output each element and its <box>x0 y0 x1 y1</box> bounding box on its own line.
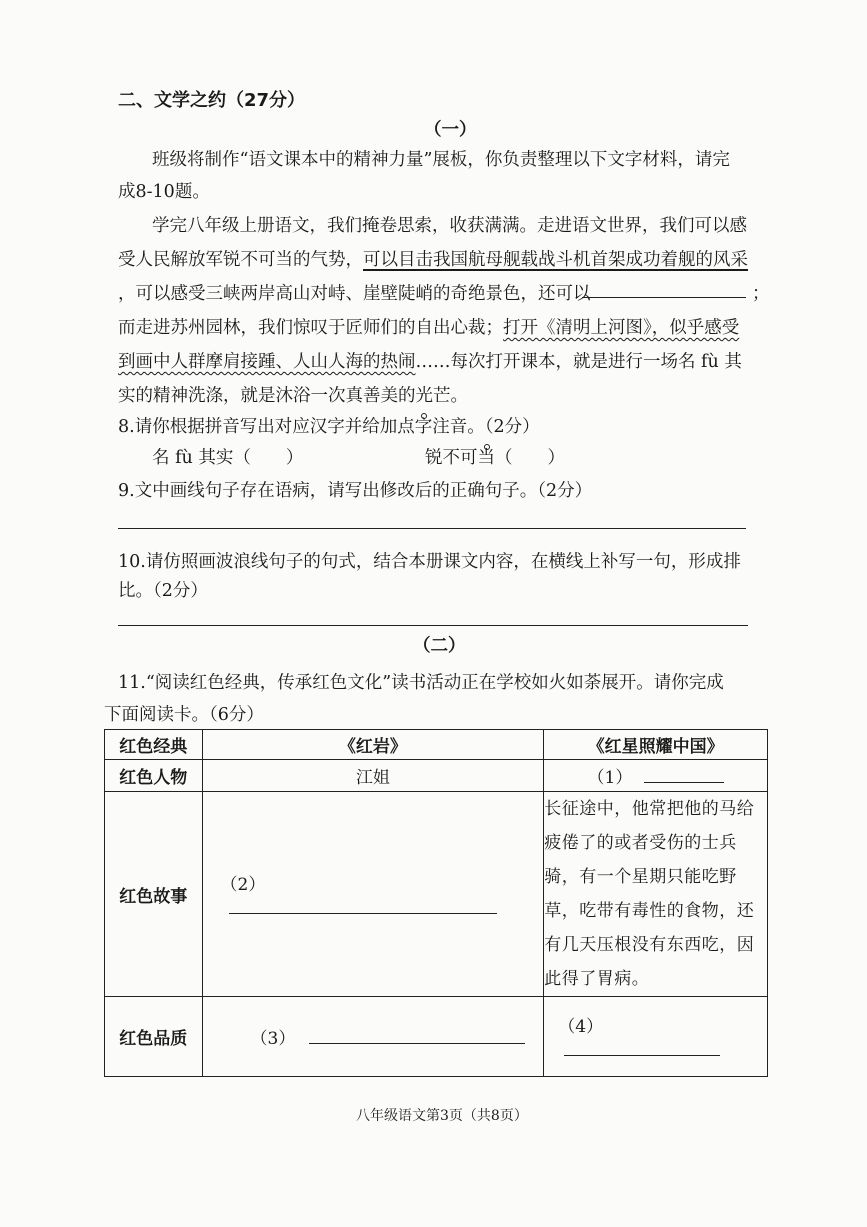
blank-3-label: （3） <box>250 1029 296 1049</box>
blank-1-label: （1） <box>587 768 633 788</box>
question-9: 9.文中画线句子存在语病，请写出修改后的正确句子。（2分） <box>118 481 593 501</box>
q8-post: 注音。（2分） <box>432 417 540 437</box>
cell-blank-1[interactable] <box>544 760 768 792</box>
fill-blank-q10[interactable] <box>582 297 746 298</box>
blank-4-label: （4） <box>558 1017 604 1037</box>
passage-line-5 <box>118 345 742 379</box>
wavy-sentence-start: 打开《清明上河图》，似乎感受 <box>503 318 740 338</box>
q8-item-2-post: （ ） <box>495 448 565 468</box>
passage-line-5-text: ……每次打开课本，就是进行一场名 fù 其 <box>415 352 742 372</box>
table-row <box>105 760 768 792</box>
row-label-quality: 红色品质 <box>105 997 203 1077</box>
cell-blank-2[interactable] <box>202 792 544 997</box>
passage-line-6: 实的精神洗涤，就是沐浴一次真善美的光芒。 <box>118 386 468 406</box>
page-footer: 八年级语文第3页（共8页） <box>356 1108 528 1124</box>
table-row <box>105 792 768 997</box>
question-11-line-1: 11.“阅读红色经典，传承红色文化”读书活动正在学校如火如荼展开。请你完成 <box>118 673 724 693</box>
blank-2-line[interactable] <box>229 895 497 914</box>
row-label-classic: 红色经典 <box>105 730 203 760</box>
passage-line-3-text: ，可以感受三峡两岸高山对峙、崖壁陡峭的奇绝景色，还可以 <box>118 284 591 304</box>
q8-dotted-char: 字 <box>414 417 433 437</box>
q10-answer-line[interactable] <box>118 625 748 626</box>
intro-line-2: 成8-10题。 <box>118 182 210 202</box>
blank-4-line[interactable] <box>564 1037 720 1056</box>
q8-item-2-dotted-char: 当 <box>477 448 495 468</box>
table-row <box>105 730 768 760</box>
table-row <box>105 997 768 1077</box>
wavy-sentence-end: 到画中人群摩肩接踵、人山人海的热闹 <box>118 352 416 372</box>
q8-item-2[interactable] <box>425 441 565 475</box>
passage-line-3-end: ； <box>752 284 770 304</box>
row-label-figure: 红色人物 <box>105 760 203 792</box>
blank-3-line[interactable] <box>309 1025 525 1044</box>
part2-heading: （二） <box>413 636 466 656</box>
cell-blank-3[interactable] <box>202 997 544 1077</box>
q8-item-2-pre: 锐不可 <box>425 448 478 468</box>
cell-red-star: 《红星照耀中国》 <box>544 730 768 760</box>
cell-hongyan: 《红岩》 <box>202 730 544 760</box>
question-11-line-2: 下面阅读卡。（6分） <box>104 705 264 725</box>
q8-pre: 8.请你根据拼音写出对应汉字并给加点 <box>118 417 415 437</box>
passage-line-4 <box>118 311 739 345</box>
row-label-story: 红色故事 <box>105 792 203 997</box>
q8-item-1[interactable]: 名 fù 其实（ ） <box>152 448 304 468</box>
question-10-line-2: 比。（2分） <box>118 581 208 601</box>
underlined-sentence: 可以目击我国航母舰载战斗机首架成功着舰的风采 <box>363 250 748 270</box>
passage-line-1: 学完八年级上册语文，我们掩卷思索，收获满满。走进语文世界，我们可以感 <box>152 216 747 236</box>
cell-jiangjie: 江姐 <box>202 760 544 792</box>
question-10-line-1: 10.请仿照画波浪线句子的句式，结合本册课文内容，在横线上补写一句，形成排 <box>118 552 741 572</box>
blank-1-line[interactable] <box>644 764 724 783</box>
passage-line-4-text: 而走进苏州园林，我们惊叹于匠师们的自出心裁； <box>118 318 503 338</box>
section-title: 二、文学之约（27分） <box>118 90 306 111</box>
passage-line-3 <box>118 277 591 311</box>
cell-story-text: 长征途中，他常把他的马给疲倦了的或者受伤的士兵骑，有一个星期只能吃野草，吃带有毒性的食物，还有几天压根没有东西吃，因此得了胃病。 <box>544 792 768 997</box>
blank-2-label: （2） <box>220 874 266 895</box>
q9-answer-line[interactable] <box>118 528 746 529</box>
part1-heading: （一） <box>424 120 477 140</box>
passage-line-2-text: 受人民解放军锐不可当的气势， <box>118 250 363 270</box>
passage-line-2 <box>118 243 748 277</box>
cell-blank-4[interactable] <box>544 997 768 1077</box>
reading-card-table <box>104 729 768 1077</box>
question-8 <box>118 410 540 444</box>
intro-line-1: 班级将制作“语文课本中的精神力量”展板，你负责整理以下文字材料，请完 <box>152 150 730 170</box>
